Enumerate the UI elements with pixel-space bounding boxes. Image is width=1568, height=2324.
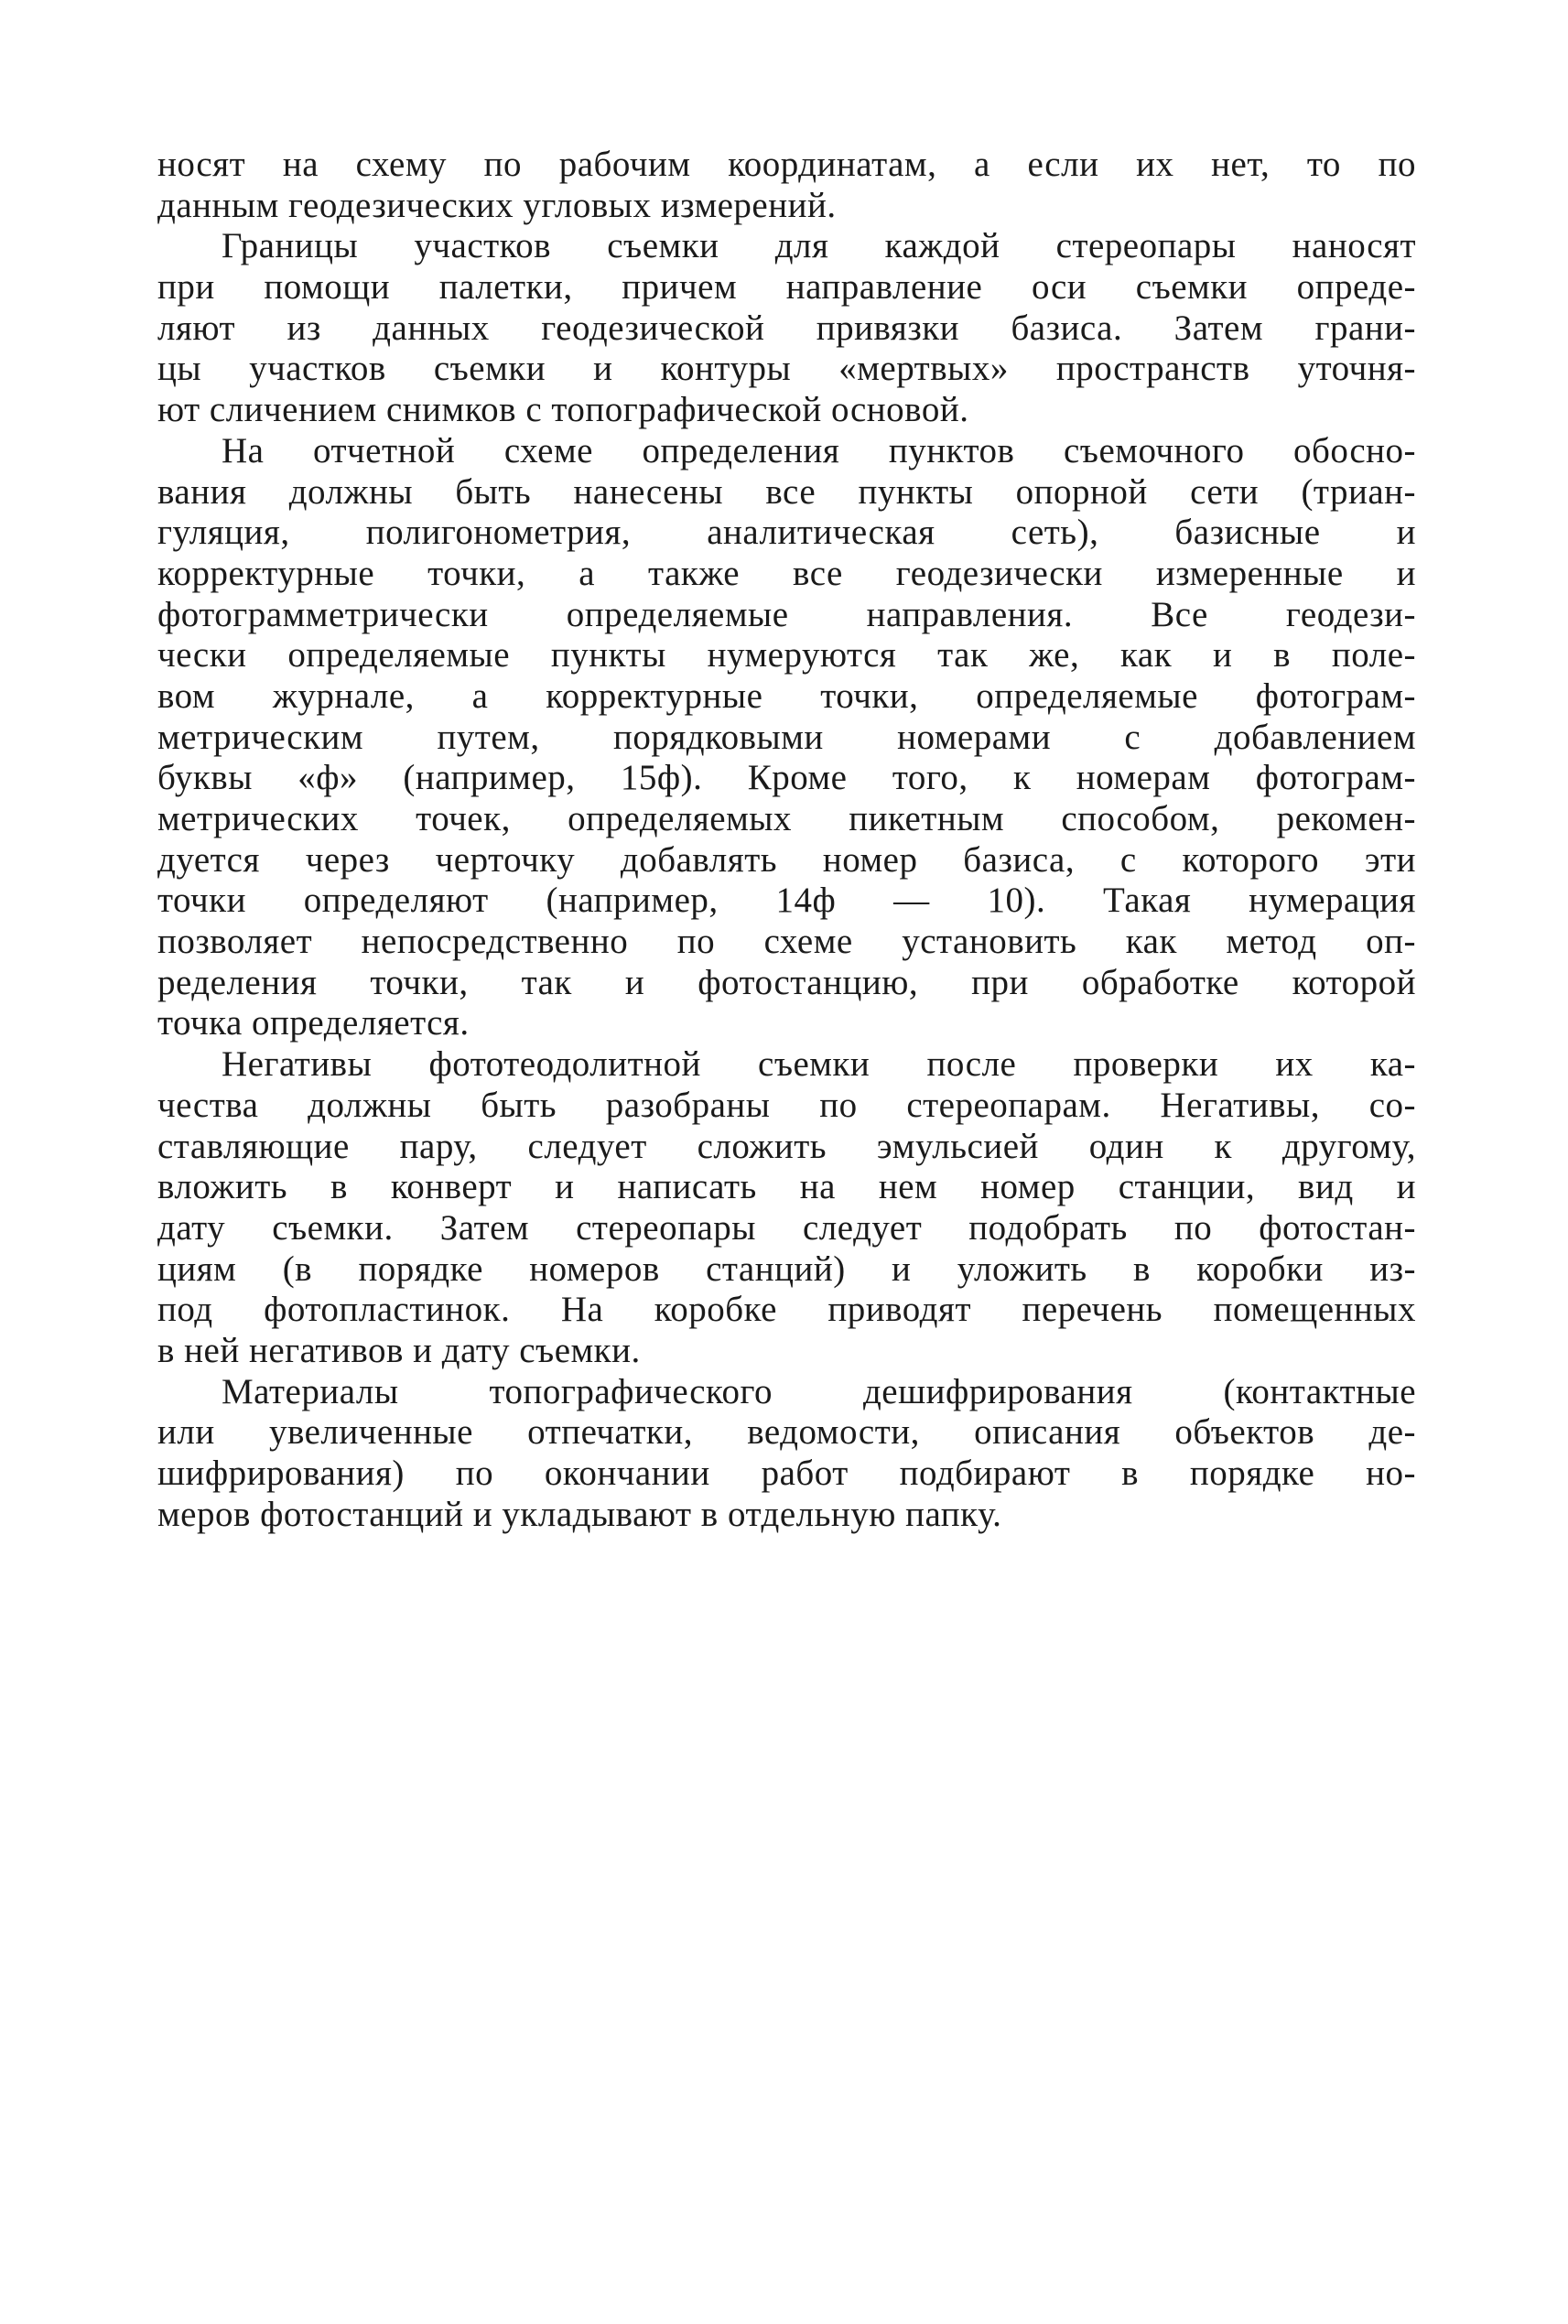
text-line: буквы «ф» (например, 15ф). Кроме того, к номерам фотограм-	[157, 758, 1416, 798]
paragraph	[157, 145, 1416, 226]
paragraph	[157, 1372, 1416, 1536]
text-line: в ней негативов и дату съемки.	[157, 1330, 641, 1370]
text-line: позволяет непосредственно по схеме установить как метод оп-	[157, 922, 1416, 962]
text-line: шифрирования) по окончании работ подбирают в порядке но-	[157, 1454, 1416, 1493]
text-line: цы участков съемки и контуры «мертвых» пространств уточня-	[157, 349, 1416, 389]
page-body	[157, 145, 1416, 1535]
text-line: при помощи палетки, причем направление оси съемки опреде-	[157, 267, 1416, 308]
text-line: данным геодезических угловых измерений.	[157, 185, 837, 225]
text-line: дату съемки. Затем стереопары следует подобрать по фотостан-	[157, 1207, 1416, 1248]
text-line: гуляция, полигонометрия, аналитическая сеть), базисные и	[157, 513, 1416, 553]
text-line: вложить в конверт и написать на нем номер станции, вид и	[157, 1167, 1416, 1207]
text-line: ляют из данных геодезической привязки базиса. Затем грани-	[157, 308, 1416, 348]
paragraph	[157, 431, 1416, 1044]
text-line: меров фотостанций и укладывают в отдельную папку.	[157, 1494, 1002, 1534]
text-line: ределения точки, так и фотостанцию, при обработке которой	[157, 962, 1416, 1002]
text-line: чески определяемые пункты нумеруются так же, как и в поле-	[157, 635, 1416, 676]
text-line: метрических точек, определяемых пикетным способом, рекомен-	[157, 799, 1416, 838]
text-line: фотограмметрически определяемые направления. Все геодези-	[157, 594, 1416, 634]
text-line: ставляющие пару, следует сложить эмульсией один к другому,	[157, 1126, 1416, 1166]
text-line: точка определяется.	[157, 1003, 470, 1043]
paragraph	[157, 1044, 1416, 1372]
text-line: вания должны быть нанесены все пункты опорной сети (триан-	[157, 471, 1416, 512]
text-line: корректурные точки, а также все геодезически измеренные и	[157, 553, 1416, 593]
text-line: Негативы фототеодолитной съемки после проверки их ка-	[222, 1044, 1416, 1085]
text-line: под фотопластинок. На коробке приводят перечень помещенных	[157, 1290, 1416, 1330]
text-line: Границы участков съемки для каждой стереопары наносят	[222, 226, 1416, 266]
text-line: Материалы топографического дешифрирования (контактные	[222, 1371, 1416, 1411]
text-line: точки определяют (например, 14ф — 10). Такая нумерация	[157, 881, 1416, 921]
text-line: ют сличением снимков с топографической основой.	[157, 390, 969, 430]
paragraph	[157, 226, 1416, 430]
text-line: циям (в порядке номеров станций) и уложить в коробки из-	[157, 1248, 1416, 1289]
text-line: чества должны быть разобраны по стереопарам. Негативы, со-	[157, 1085, 1416, 1125]
text-line: или увеличенные отпечатки, ведомости, описания объектов де-	[157, 1412, 1416, 1453]
text-line: носят на схему по рабочим координатам, а если их нет, то по	[157, 145, 1416, 184]
text-line: На отчетной схеме определения пунктов съемочного обосно-	[222, 430, 1416, 470]
text-line: метрическим путем, порядковыми номерами с добавлением	[157, 717, 1416, 757]
text-line: вом журнале, а корректурные точки, определяемые фотограм-	[157, 676, 1416, 716]
text-line: дуется через черточку добавлять номер базиса, с которого эти	[157, 839, 1416, 880]
